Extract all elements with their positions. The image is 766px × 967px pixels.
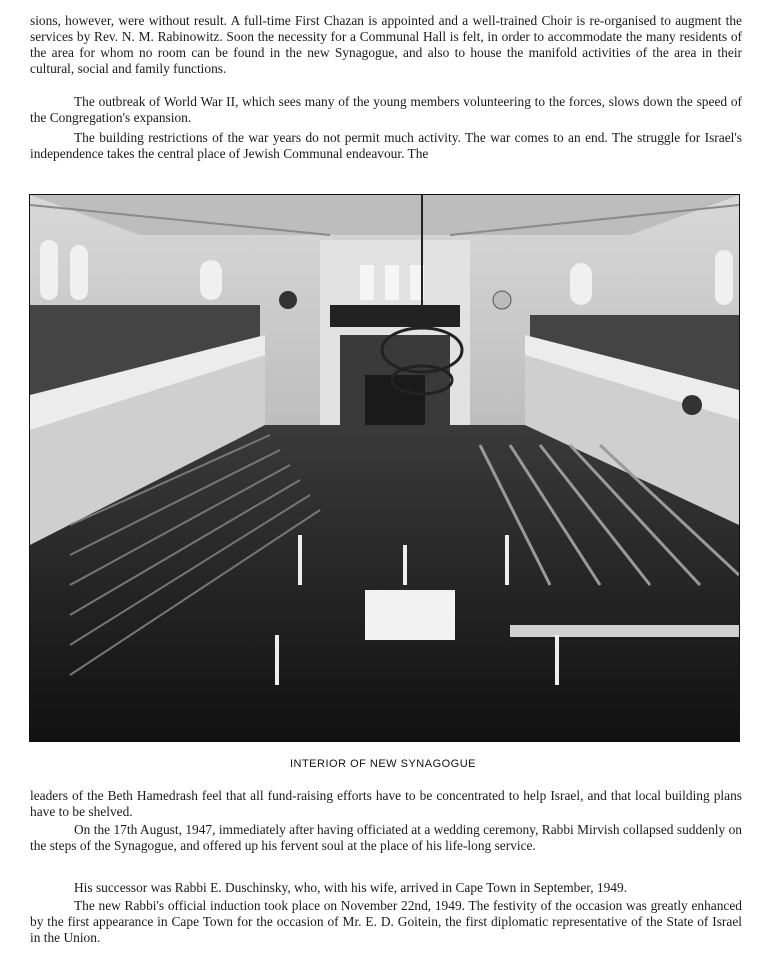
paragraph-fund-raising: leaders of the Beth Hamedrash feel that all fund-raising efforts have to be concentrated to help Israel, and that local building plans have to be shelved. [30, 788, 742, 819]
synagogue-interior-photo [29, 194, 740, 742]
paragraph-rabbi-duschinsky: His successor was Rabbi E. Duschinsky, who, with his wife, arrived in Cape Town in September, 1949. [74, 880, 628, 895]
photo-caption: INTERIOR OF NEW SYNAGOGUE [289, 758, 477, 770]
paragraph-world-war: The outbreak of World War II, which sees many of the young members volunteering to the forces, slows down the speed of the Congregation's expansion. [30, 94, 742, 125]
paragraph-induction: The new Rabbi's official induction took place on November 22nd, 1949. The festivity of the occasion was greatly enhanced by the first appearance in Cape Town for the occasion of Mr. E. D. Goitein, the first diplomatic representative of the State of Israel in the Union. [30, 898, 742, 945]
paragraph-communal-hall: sions, however, were without result. A full-time First Chazan is appointed and a well-trained Choir is re-organised to augment the services by Rev. N. M. Rabinowitz. Soon the necessity for a Communal Hall is felt, in order to accommodate the many residents of the area for whom no room can be found in the new Synagogue, and also to house the manifold activities of the area in their cultural, social and family functions. [30, 13, 742, 76]
paragraph-war-restrictions: The building restrictions of the war years do not permit much activity. The war comes to an end. The struggle for Israel's independence takes the central place of Jewish Communal endeavour. The [30, 130, 742, 161]
paragraph-rabbi-mirvish: On the 17th August, 1947, immediately after having officiated at a wedding ceremony, Rabbi Mirvish collapsed suddenly on the steps of the Synagogue, and offered up his fervent soul at the place of his life-long service. [30, 822, 742, 853]
